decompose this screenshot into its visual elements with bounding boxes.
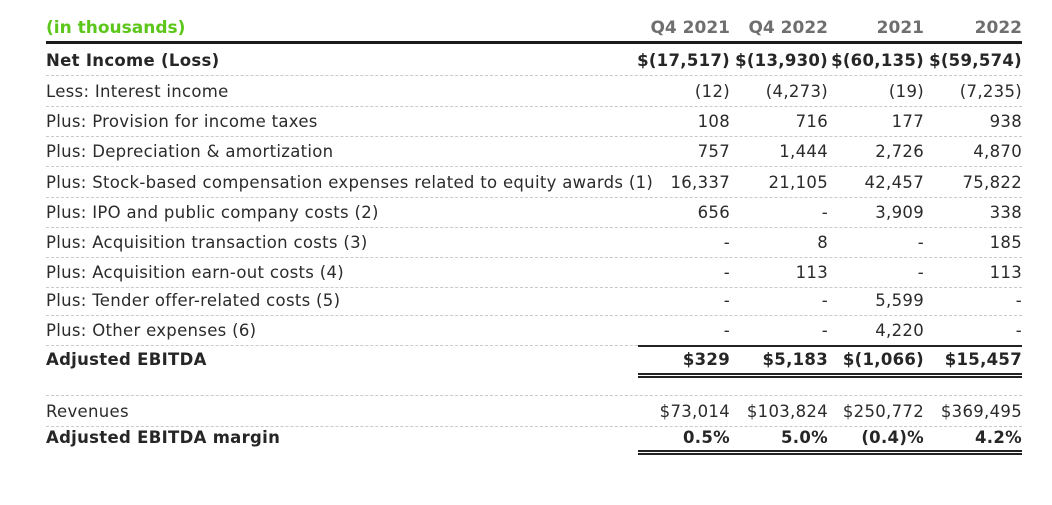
cell-value: -	[917, 233, 924, 252]
cell-value: 177	[891, 112, 924, 131]
table-row-ebitda-margin	[46, 424, 1022, 452]
cell-value: (7,235)	[959, 82, 1022, 101]
margin-double-rule	[638, 450, 1022, 455]
table-row-depreciation	[46, 138, 1022, 167]
cell-value: $(59,574)	[929, 51, 1022, 70]
table-row-income-taxes	[46, 108, 1022, 137]
cell-value: 4,220	[875, 321, 924, 340]
cell-value: -	[723, 291, 730, 310]
table-row-ipo-costs	[46, 199, 1022, 228]
cell-value: -	[1015, 321, 1022, 340]
table-row-other-expenses	[46, 317, 1022, 346]
cell-value: $(13,930)	[735, 51, 828, 70]
table-row-adjusted-ebitda	[46, 346, 1022, 374]
row-label: Plus: Acquisition earn-out costs (4)	[46, 263, 344, 282]
row-label: Plus: Tender offer-related costs (5)	[46, 291, 341, 310]
cell-value: (0.4)%	[861, 428, 924, 447]
cell-value: -	[917, 263, 924, 282]
cell-value: 113	[989, 263, 1022, 282]
row-label: Net Income (Loss)	[46, 51, 220, 70]
cell-value: $369,495	[940, 402, 1022, 421]
cell-value: -	[821, 321, 828, 340]
cell-value: $(17,517)	[637, 51, 730, 70]
column-header-2021: 2021	[876, 18, 924, 38]
cell-value: 938	[989, 112, 1022, 131]
cell-value: 16,337	[670, 173, 730, 192]
cell-value: $103,824	[746, 402, 828, 421]
row-label: Plus: Acquisition transaction costs (3)	[46, 233, 368, 252]
cell-value: 0.5%	[683, 428, 730, 447]
table-row-net-income	[46, 47, 1022, 76]
cell-value: 5,599	[875, 291, 924, 310]
cell-value: 3,909	[875, 203, 924, 222]
row-label: Plus: Depreciation & amortization	[46, 142, 334, 161]
cell-value: 5.0%	[781, 428, 828, 447]
cell-value: 1,444	[779, 142, 828, 161]
cell-value: -	[821, 291, 828, 310]
column-header-q4-2022: Q4 2022	[748, 18, 828, 38]
column-header-q4-2021: Q4 2021	[650, 18, 730, 38]
cell-value: $250,772	[842, 402, 924, 421]
cell-value: 2,726	[875, 142, 924, 161]
row-label: Revenues	[46, 402, 129, 421]
total-double-rule	[638, 373, 1022, 378]
cell-value: -	[821, 203, 828, 222]
row-label: Plus: Stock-based compensation expenses related to equity awards (1)	[46, 173, 654, 192]
cell-value: 108	[697, 112, 730, 131]
cell-value: 757	[697, 142, 730, 161]
table-row-tender-offer	[46, 287, 1022, 316]
cell-value: 4.2%	[975, 428, 1022, 447]
cell-value: -	[723, 321, 730, 340]
cell-value: $329	[682, 350, 730, 369]
table-row-acquisition-earn-out	[46, 259, 1022, 288]
row-label: Plus: Other expenses (6)	[46, 321, 257, 340]
table-header	[46, 12, 1022, 42]
cell-value: -	[723, 263, 730, 282]
cell-value: 4,870	[973, 142, 1022, 161]
cell-value: 8	[817, 233, 828, 252]
table-row-acquisition-transaction	[46, 229, 1022, 258]
cell-value: 656	[697, 203, 730, 222]
row-label: Adjusted EBITDA	[46, 350, 207, 369]
table-row-revenues	[46, 398, 1022, 427]
cell-value: 338	[989, 203, 1022, 222]
row-label: Plus: IPO and public company costs (2)	[46, 203, 379, 222]
table-row-stock-compensation	[46, 169, 1022, 198]
cell-value: $(1,066)	[842, 350, 924, 369]
row-label: Plus: Provision for income taxes	[46, 112, 318, 131]
row-label: Less: Interest income	[46, 82, 229, 101]
units-label: (in thousands)	[46, 18, 186, 38]
cell-value: -	[723, 233, 730, 252]
cell-value: 42,457	[864, 173, 924, 192]
cell-value: $15,457	[944, 350, 1022, 369]
cell-value: 716	[795, 112, 828, 131]
cell-value: $(60,135)	[831, 51, 924, 70]
section-divider	[46, 395, 1022, 396]
cell-value: 21,105	[768, 173, 828, 192]
cell-value: 185	[989, 233, 1022, 252]
row-label: Adjusted EBITDA margin	[46, 428, 281, 447]
column-header-2022: 2022	[974, 18, 1022, 38]
cell-value: -	[1015, 291, 1022, 310]
cell-value: (19)	[888, 82, 924, 101]
cell-value: $5,183	[762, 350, 828, 369]
table-row-interest-income	[46, 78, 1022, 107]
cell-value: (4,273)	[765, 82, 828, 101]
header-rule	[46, 41, 1022, 44]
cell-value: $73,014	[659, 402, 730, 421]
cell-value: 113	[795, 263, 828, 282]
cell-value: 75,822	[962, 173, 1022, 192]
cell-value: (12)	[694, 82, 730, 101]
